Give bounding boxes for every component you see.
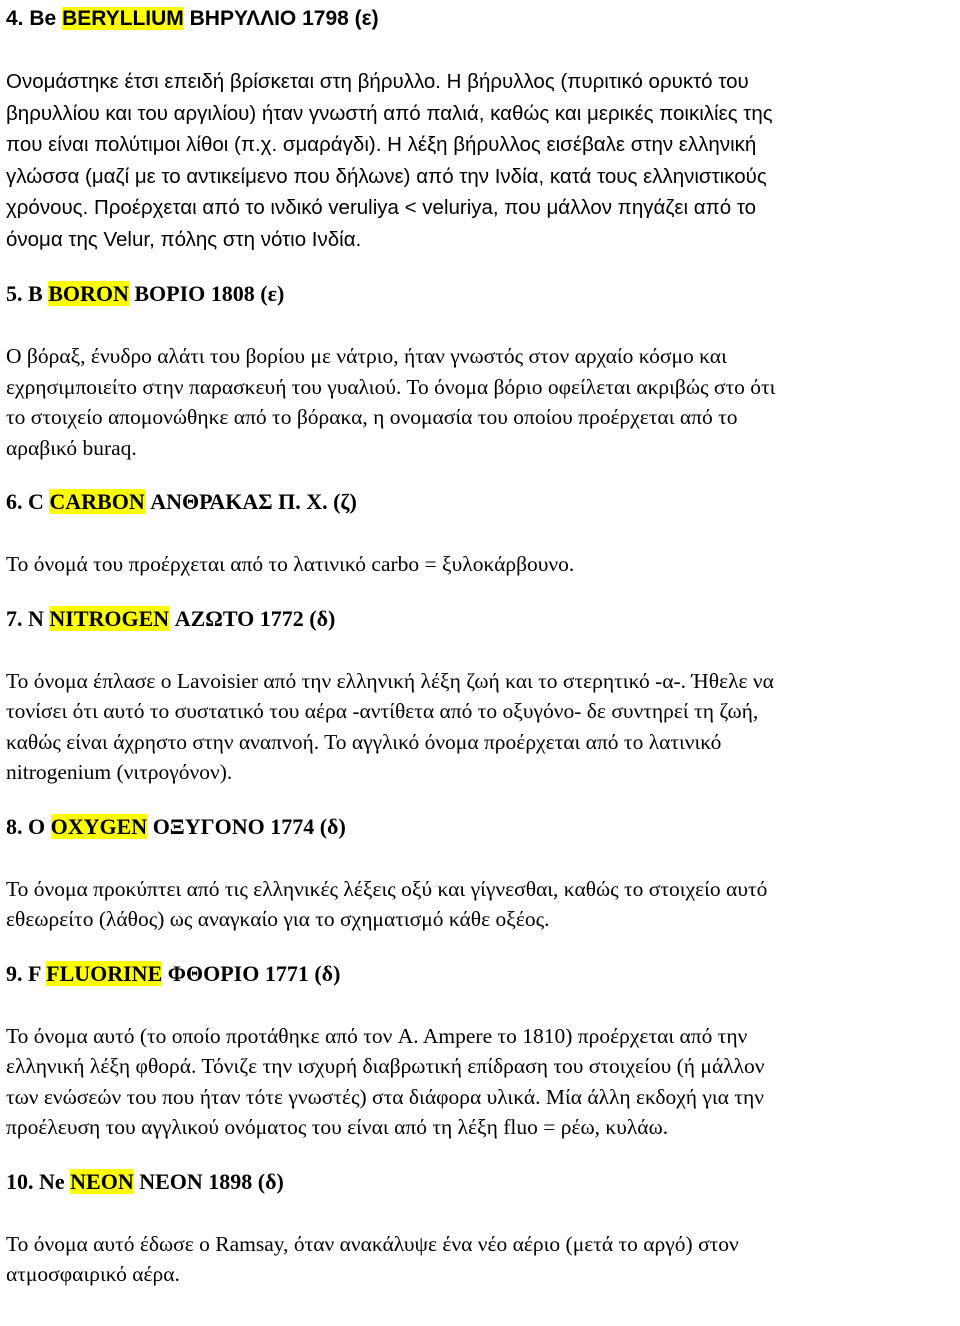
section-heading-beryllium [6, 4, 952, 34]
section-number: 6. [6, 489, 23, 514]
section-paragraph-carbon [6, 549, 952, 580]
section-paragraph-boron [6, 341, 952, 463]
paragraph-text: Το όνομα αυτό (το οποίο προτάθηκε από τον A. Ampere το 1810) προέρχεται από την ελληνική λέξη φθορά. Τόνιζε την ισχυρή διαβρωτική επίδραση του στοιχείου (ή μάλλον των ενώσεών του που ήταν τότε γνωστές) στα διάφορα υλικά. Μία άλλη εκδοχή για την προέλευση του αγγλικού ονόματος του είναι από τη λέξη fluo = ρέω, κυλάω. [6, 1023, 765, 1139]
section-paragraph-oxygen [6, 874, 952, 935]
element-english-name-highlight: CARBON [49, 489, 145, 514]
element-greek-name-year: ΒΗΡΥΛΛΙΟ 1798 (ε) [189, 7, 379, 30]
element-english-name-highlight: FLUORINE [46, 960, 163, 986]
section-heading-boron [6, 279, 952, 309]
element-symbol: N [28, 605, 44, 631]
section-heading-carbon [6, 487, 952, 517]
element-english-name-highlight: BORON [48, 281, 129, 306]
element-english-name-highlight: OXYGEN [50, 813, 148, 839]
section-heading-oxygen [6, 812, 952, 842]
section-number: 4. [6, 7, 24, 30]
element-greek-name-year: ΝΕΟΝ 1898 (δ) [139, 1168, 284, 1194]
element-greek-name-year: ΟΞΥΓΟΝΟ 1774 (δ) [152, 813, 346, 839]
paragraph-text: Το όνομα αυτό έδωσε ο Ramsay, όταν ανακάλυψε ένα νέο αέριο (μετά το αργό) στον ατμοσφαιρικό αέρα. [6, 1231, 739, 1286]
section-heading-neon [6, 1167, 952, 1197]
section-number: 5. [6, 281, 23, 306]
paragraph-text: Ο βόραξ, ένυδρο αλάτι του βορίου με νάτριο, ήταν γνωστός στον αρχαίο κόσμο και εχρησιμποιείτο στην παρασκευή του γυαλιού. Το όνομα βόριο οφείλεται ακριβώς στο ότι το στοιχείο απομονώθηκε από το βόρακα, η ονομασία του οποίου προέρχεται από το αραβικό buraq. [6, 344, 776, 460]
element-symbol: C [28, 489, 44, 514]
element-greek-name-year: ΦΘΟΡΙΟ 1771 (δ) [167, 960, 341, 986]
paragraph-text: Το όνομα προκύπτει από τις ελληνικές λέξεις οξύ και γίγνεσθαι, καθώς το στοιχείο αυτό εθεωρείτο (λάθος) ως αναγκαίο για το σχηματισμό κάθε οξέος. [6, 876, 768, 931]
section-paragraph-nitrogen [6, 666, 952, 788]
section-number: 10. [6, 1168, 34, 1194]
section-number: 8. [6, 813, 23, 839]
section-number: 7. [6, 605, 23, 631]
element-symbol: Be [29, 7, 57, 30]
element-symbol: F [28, 960, 41, 986]
section-heading-fluorine [6, 959, 952, 989]
element-greek-name-year: ΑΖΩΤΟ 1772 (δ) [174, 605, 336, 631]
section-paragraph-fluorine [6, 1021, 952, 1143]
section-paragraph-neon [6, 1229, 952, 1290]
element-symbol: Ne [39, 1168, 65, 1194]
element-symbol: O [28, 813, 46, 839]
element-english-name-highlight: BERYLLIUM [62, 7, 184, 30]
element-symbol: B [28, 281, 43, 306]
section-heading-nitrogen [6, 604, 952, 634]
element-greek-name-year: ΑΝΘΡΑΚΑΣ Π. Χ. (ζ) [150, 489, 357, 514]
element-english-name-highlight: NEON [70, 1168, 134, 1194]
element-english-name-highlight: NITROGEN [49, 605, 170, 631]
document-page [6, 4, 952, 1290]
paragraph-text: Ονομάστηκε έτσι επειδή βρίσκεται στη βήρυλλο. Η βήρυλλος (πυριτικό ορυκτό του βηρυλλίου και του αργιλίου) ήταν γνωστή από παλιά, καθώς και μερικές ποικιλίες της που είναι πολύτιμοι λίθοι (π.χ. σμαράγδι). Η λέξη βήρυλλος εισέβαλε στην ελληνική γλώσσα (μαζί με το αντικείμενο που δήλωνε) από την Ινδία, κατά τους ελληνιστικούς χρόνους. Προέρχεται από το ινδικό veruliya < veluriya, που μάλλον πηγάζει από το όνομα της Velur, πόλης στη νότιο Ινδία. [6, 70, 773, 251]
section-number: 9. [6, 960, 23, 986]
paragraph-text: Το όνομά του προέρχεται από το λατινικό carbo = ξυλοκάρβουνο. [6, 552, 575, 576]
paragraph-text: Το όνομα έπλασε ο Lavoisier από την ελληνική λέξη ζωή και το στερητικό -α-. Ήθελε να τονίσει ότι αυτό το συστατικό του αέρα -αντίθετα από το οξυγόνο- δε συντηρεί τη ζωή, καθώς είναι άχρηστο στην αναπνοή. Το αγγλικό όνομα προέρχεται από το λατινικό nitrogenium (νιτρογόνον). [6, 668, 774, 784]
section-paragraph-beryllium [6, 66, 952, 255]
element-greek-name-year: ΒΟΡΙΟ 1808 (ε) [134, 281, 285, 306]
